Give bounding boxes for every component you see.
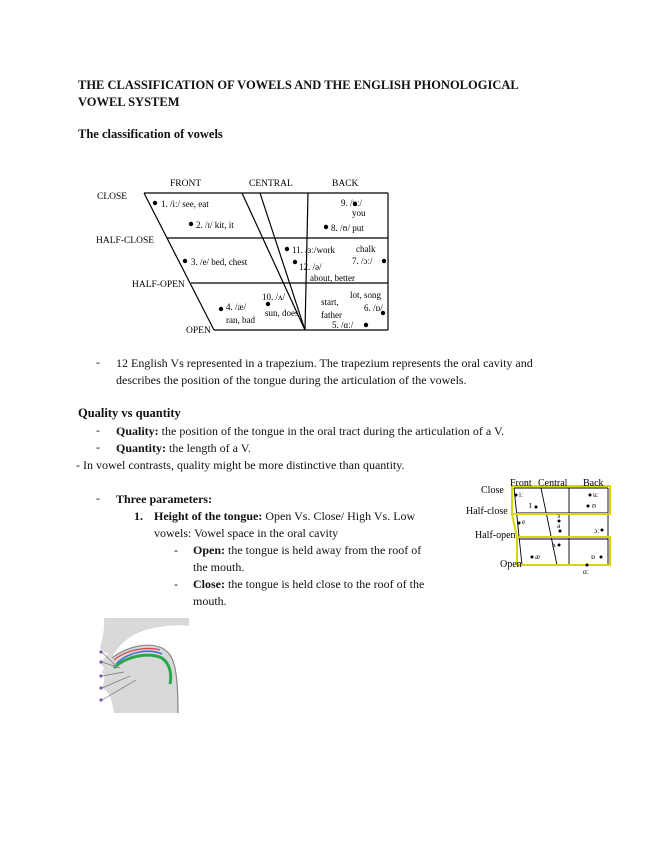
vowel-2: 2. /ɪ/ kit, it — [196, 220, 234, 230]
vowel-9-words: you — [352, 208, 366, 218]
vowel-10: 10. /ʌ/ — [262, 292, 286, 302]
col-back: BACK — [332, 179, 359, 189]
vowel-trapezium-chart — [92, 172, 394, 334]
vowel-7: 7. /ɔː/ — [352, 256, 373, 266]
vowel-7-words: chalk — [356, 244, 376, 254]
contrast-note: - In vowel contrasts, quality might be more distinctive than quantity. — [76, 458, 405, 472]
bullet-trapezium-line2: describes the position of the tongue during the articulation of the vowels. — [116, 373, 467, 387]
oral-cavity-illustration — [96, 618, 189, 713]
row-half-open: HALF-OPEN — [132, 280, 185, 290]
vowel-11: 11. /ɜː/work — [292, 245, 335, 255]
svg-text:ɑː: ɑː — [583, 567, 590, 576]
vowel-9: 9. /uː/ — [341, 198, 363, 208]
svg-text:ʊ: ʊ — [592, 501, 597, 510]
vowel-12: 12. /ə/ — [299, 262, 322, 272]
row-open: OPEN — [186, 326, 211, 334]
section-heading-quality: Quality vs quantity — [78, 406, 181, 420]
label-close: Close — [481, 485, 504, 496]
svg-text:e: e — [522, 517, 526, 526]
open-definition-line2: the mouth. — [193, 560, 245, 574]
col-central: CENTRAL — [249, 179, 293, 189]
vowel-1: 1. /iː/ see, eat — [161, 199, 209, 209]
svg-text:ɔː: ɔː — [594, 526, 600, 535]
label-half-close: Half-close — [466, 506, 508, 517]
label-back: Back — [583, 478, 604, 489]
vowel-12-words: about, better — [310, 273, 355, 283]
label-central: Central — [538, 478, 568, 489]
vowel-5-words-2: father — [321, 310, 342, 320]
col-front: FRONT — [170, 179, 202, 189]
svg-text:I: I — [529, 501, 532, 510]
row-close: CLOSE — [97, 192, 128, 202]
svg-text:ɜ: ɜ — [557, 511, 561, 520]
vowel-4-words: ran, bad — [226, 315, 255, 325]
quantity-definition: Quantity: the length of a V. — [116, 441, 251, 455]
vowel-3: 3. /e/ bed, chest — [191, 257, 248, 267]
page-title: THE CLASSIFICATION OF VOWELS AND THE ENGLISH PHONOLOGICAL VOWEL SYSTEM — [78, 78, 519, 109]
vowel-5-words-1: start, — [321, 297, 339, 307]
param1-number: 1. — [134, 509, 143, 523]
label-half-open: Half-open — [475, 530, 516, 541]
vowel-10-words: sun, does — [265, 308, 299, 318]
svg-text:ə: ə — [557, 521, 561, 530]
vowel-8: 8. /ʊ/ put — [331, 223, 364, 233]
open-definition: Open: the tongue is held away from the roof of — [193, 543, 422, 557]
svg-text:æ: æ — [535, 552, 541, 561]
three-parameters: Three parameters: — [116, 492, 213, 506]
close-definition-line2: mouth. — [193, 594, 227, 608]
label-front: Front — [510, 478, 532, 489]
svg-text:uː: uː — [593, 490, 599, 499]
param1-line2: vowels: Vowel space in the oral cavity — [154, 526, 339, 540]
quality-definition: Quality: the position of the tongue in the oral tract during the articulation of a V. — [116, 424, 505, 438]
param1-height: Height of the tongue: Open Vs. Close/ High Vs. Low — [154, 509, 416, 523]
section-heading-classification: The classification of vowels — [78, 127, 223, 141]
close-definition: Close: the tongue is held close to the roof of the — [193, 577, 425, 591]
svg-text:iː: iː — [519, 490, 524, 499]
vowel-6-words: lot, song — [350, 290, 382, 300]
bullet-trapezium-line1: 12 English Vs represented in a trapezium. The trapezium represents the oral cavity and — [116, 356, 533, 370]
label-open: Open — [500, 559, 522, 570]
vowel-space-chart — [466, 475, 614, 580]
vowel-5: 5. /ɑː/ — [332, 320, 354, 330]
svg-text:ɒ: ɒ — [591, 552, 595, 561]
row-half-close: HALF-CLOSE — [96, 236, 155, 246]
vowel-4: 4. /æ/ — [226, 302, 247, 312]
svg-text:ʌ: ʌ — [552, 540, 556, 549]
vowel-6: 6. /ɒ/ — [364, 303, 383, 313]
